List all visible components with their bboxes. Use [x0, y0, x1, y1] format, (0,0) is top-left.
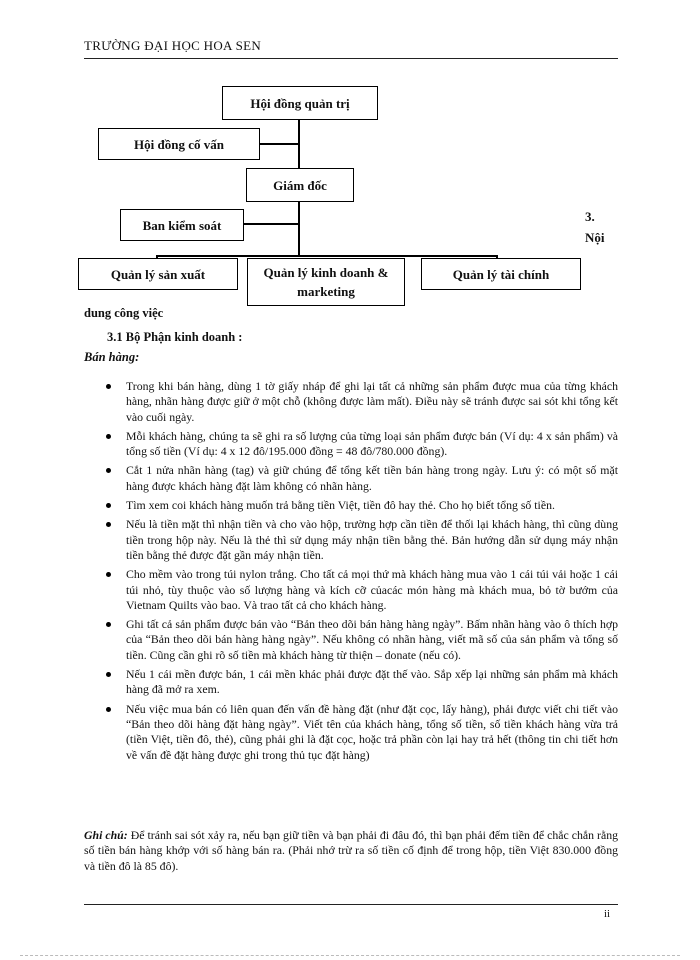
sales-bullet-list: [84, 379, 618, 767]
page-number: ii: [604, 908, 611, 920]
page-break-rule: [20, 955, 680, 956]
list-item: Cắt 1 nửa nhãn hàng (tag) và giữ chúng để tổng kết tiền bán hàng trong ngày. Lưu ý: có một số mặt hàng được khách hàng đặt làm không có nhãn hàng.: [84, 463, 618, 494]
org-control-box: Ban kiểm soát: [120, 209, 244, 241]
note-paragraph: [84, 828, 618, 874]
list-item: Ghi tất cả sản phẩm được bán vào “Bản theo dõi bán hàng hàng ngày”. Bấm nhãn hàng vào ô thích hợp của “Bản theo dõi bán hàng hàng ngày”. Nếu không có nhãn hàng, viết mã số của sản phẩm và tổng số tiền. Cũng cần ghi rõ số tiền mà khách hàng từ thiện – donate (nếu có).: [84, 617, 618, 663]
list-item: Mỗi khách hàng, chúng ta sẽ ghi ra số lượng của từng loại sản phẩm được bán (Ví dụ: 4 x sản phẩm) và tổng số tiền (Ví dụ: 4 x 12 đô/195.000 đồng = 48 đô/780.000 đồng).: [84, 429, 618, 460]
list-item: Tìm xem coi khách hàng muốn trả bằng tiền Việt, tiền đô hay thẻ. Cho họ biết tổng số tiền.: [84, 498, 618, 513]
org-control-connector: [243, 223, 299, 225]
org-branch-line: [156, 255, 498, 257]
org-finance-box: Quản lý tài chính: [421, 258, 581, 290]
org-advisory-box: Hội đồng cố vấn: [98, 128, 260, 160]
page-header: TRƯỜNG ĐẠI HỌC HOA SEN: [84, 38, 262, 53]
section-title-start: Nội: [585, 230, 605, 245]
section-number-block: [585, 206, 605, 248]
list-item: Cho mềm vào trong túi nylon trắng. Cho tất cả mọi thứ mà khách hàng mua vào 1 cái túi vải hoặc 1 cái túi nhỏ, tùy thuộc vào số lượng hàng và kích cỡ củacác món hàng mà khách mua, bỏ tờ bướm của Vietnam Quilts vào bao. Và trao tất cả cho khách hàng.: [84, 567, 618, 613]
org-director-box: Giám đốc: [246, 168, 354, 202]
org-production-box: Quản lý sản xuất: [78, 258, 238, 290]
section-number: 3.: [585, 209, 595, 224]
section-title-continuation: dung công việc: [84, 306, 164, 320]
org-business-box: Quản lý kinh doanh & marketing: [247, 258, 405, 306]
note-label: Ghi chú:: [84, 828, 128, 842]
footer-rule: [84, 904, 618, 905]
list-item: Nếu việc mua bán có liên quan đến vấn đề hàng đặt (như đặt cọc, lấy hàng), phải được viết chi tiết vào “Bản theo dõi hàng đặt hàng ngày”. Viết tên của khách hàng, tổng số tiền, số tiền khách hàng vừa trả (tiền Việt, tiền đô, thẻ), cũng phải ghi là đặt cọc, hoặc trả phần còn lại hay trả hết (thông tin chi tiết hơn về vấn đề đặt hàng được ghi trong thủ tục đặt hàng): [84, 702, 618, 763]
list-item: Trong khi bán hàng, dùng 1 tờ giấy nháp để ghi lại tất cả những sản phẩm được mua của từng khách hàng, nhãn hàng được giữ ở một chỗ (không được làm mất). Điều này sẽ tránh được sai sót khi tổng kết vào cuối ngày.: [84, 379, 618, 425]
list-item: Nếu 1 cái mền được bán, 1 cái mền khác phải được đặt thế vào. Sắp xếp lại những sản phẩm mà khách hàng đã mở ra xem.: [84, 667, 618, 698]
org-advisory-connector: [259, 143, 299, 145]
subsection-heading: 3.1 Bộ Phận kinh doanh :: [107, 330, 243, 344]
list-item: Nếu là tiền mặt thì nhận tiền và cho vào hộp, trường hợp cần tiền để thối lại khách hàng, thì cũng dùng tiền trong hộp này. Nếu là thẻ thì sử dụng máy nhận tiền bằng thẻ. Bản hướng dẫn sử dụng máy nhận tiền bằng thẻ được đặt gần máy nhận tiền.: [84, 517, 618, 563]
note-text: Để tránh sai sót xảy ra, nếu bạn giữ tiền và bạn phải đi đâu đó, thì bạn phải đếm tiền để chắc chắn rằng số tiền bán hàng khớp với số hàng bán ra. (Phải nhớ trừ ra số tiền cố định để trong hộp, tiền Việt 830.000 đồng và tiền đô là 85 đô).: [84, 828, 618, 873]
org-board-box: Hội đồng quản trị: [222, 86, 378, 120]
sales-heading: Bán hàng:: [84, 350, 140, 364]
header-rule: [84, 58, 618, 59]
